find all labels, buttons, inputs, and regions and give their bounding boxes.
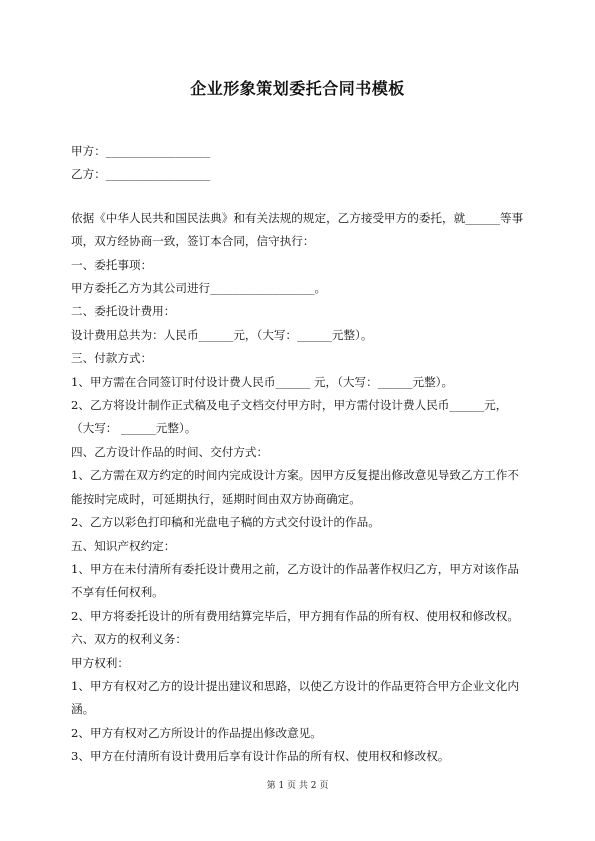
intro-paragraph: 依据《中华人民共和国民法典》和有关法规的规定，乙方接受甲方的委托，就______等事项，双方经协商一致，签订本合同，信守执行：	[71, 210, 524, 249]
document-body	[71, 140, 524, 769]
paragraph: 2、乙方以彩色打印稿和光盘电子稿的方式交付设计的作品。	[71, 515, 380, 530]
section-heading: 一、委托事项：	[71, 257, 153, 272]
paragraph: 1、甲方在未付清所有委托设计费用之前，乙方设计的作品著作权归乙方，甲方对该作品不享有任何权利。	[71, 561, 519, 600]
paragraph: 1、乙方需在双方约定的时间内完成设计方案。因甲方反复提出修改意见导致乙方工作不能按时完成时，可延期执行，延期时间由双方协商确定。	[71, 468, 519, 506]
paragraph: 3、甲方在付清所有设计费用后享有设计作品的所有权、使用权和修改权。	[71, 749, 450, 764]
paragraph: 甲方委托乙方为其公司进行__________________。	[71, 281, 327, 296]
spacer	[71, 187, 524, 207]
document-title: 企业形象策划委托合同书模板	[190, 79, 405, 98]
paragraph: 1、甲方需在合同签订时付设计费人民币______ 元，（大写：______元整）。	[71, 374, 454, 389]
party-b-line: 乙方：__________________	[71, 167, 211, 182]
section-heading: 六、双方的权利义务：	[71, 632, 187, 647]
page-number-footer: 第 1 页 共 2 页	[266, 781, 329, 791]
section-heading: 四、乙方设计作品的时间、交付方式：	[71, 444, 269, 459]
paragraph: 1、甲方有权对乙方的设计提出建议和思路，以使乙方设计的作品更符合甲方企业文化内涵。	[71, 678, 519, 717]
paragraph: 设计费用总共为：人民币______元，（大写：______元整）。	[71, 327, 373, 342]
party-a-line: 甲方：__________________	[71, 144, 211, 158]
section-heading: 二、委托设计费用：	[71, 304, 176, 319]
paragraph: 2、甲方有权对乙方所设计的作品提出修改意见。	[71, 725, 322, 740]
subheading: 甲方权利：	[71, 655, 129, 670]
paragraph: 2、甲方将委托设计的所有费用结算完毕后，甲方拥有作品的所有权、使用权和修改权。	[71, 608, 519, 623]
section-heading: 三、付款方式：	[71, 351, 153, 366]
section-heading: 五、知识产权约定：	[71, 538, 176, 553]
paragraph: 2、乙方将设计制作正式稿及电子文档交付甲方时，甲方需付设计费人民币______元，（大写： ______元整）。	[71, 398, 508, 436]
